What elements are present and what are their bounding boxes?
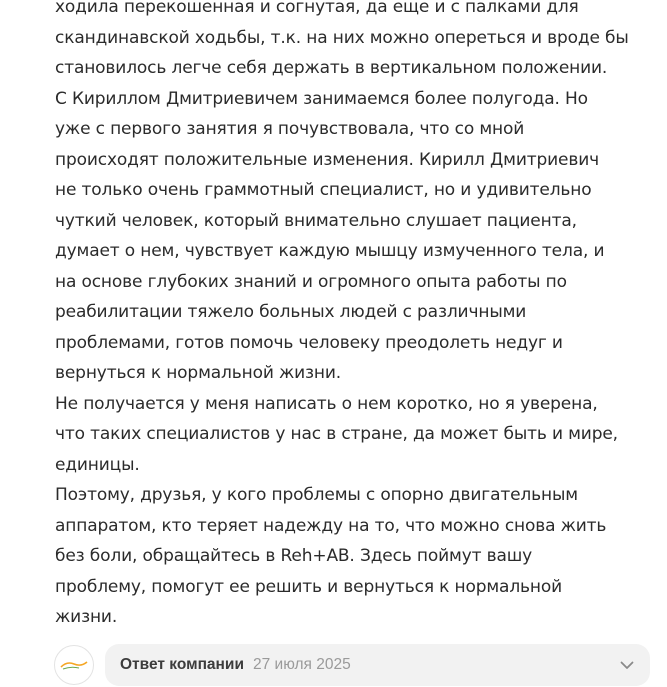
review-text-line: ходила перекошенная и согнутая, да еще и с палками для xyxy=(55,0,579,17)
review-text-line: уже с первого занятия я почувствовала, что со мной xyxy=(55,119,525,139)
company-reply-label: Ответ компании xyxy=(120,656,244,673)
company-reply-toggle[interactable] xyxy=(105,644,650,686)
company-reply-date: 27 июля 2025 xyxy=(252,656,351,673)
review-text-line: становилось легче себя держать в вертикальном положении. xyxy=(55,58,608,78)
review-text-line: на основе глубоких знаний и огромного опыта работы по xyxy=(55,271,567,292)
review-text-line: Не получается у меня написать о нем коротко, но я уверена, xyxy=(55,393,598,414)
company-logo-mark xyxy=(59,658,89,672)
review-text-line: Поэтому, друзья, у кого проблемы с опорно двигательным xyxy=(55,485,578,505)
review-text-line: проблему, помогут ее решить и вернуться к нормальной xyxy=(55,576,563,597)
review-text-line: реабилитации тяжело больных людей с различными xyxy=(55,302,527,322)
review-text-line: скандинавской ходьбы, т.к. на них можно опереться и вроде бы xyxy=(55,27,629,48)
company-reply xyxy=(54,643,650,687)
review-text-line: думает о нем, чувствует каждую мышцу измученного тела, и xyxy=(55,241,605,261)
review-text-line: чуткий человек, который внимательно слушает пациента, xyxy=(55,210,577,231)
chevron-down-icon[interactable] xyxy=(618,656,636,674)
review-text-line: жизни. xyxy=(55,607,118,627)
review-text-line: без боли, обращайтесь в Reh+AB. Здесь поймут вашу xyxy=(55,546,533,566)
review-text xyxy=(55,0,655,633)
review-text-line: вернуться к нормальной жизни. xyxy=(55,363,342,383)
review-text-line: единицы. xyxy=(55,454,140,475)
company-logo xyxy=(54,645,94,685)
review-text-line: происходят положительные изменения. Кирилл Дмитриевич xyxy=(55,149,599,170)
review-text-line: что таких специалистов у нас в стране, да может быть и мире, xyxy=(55,424,618,444)
review-text-line: проблемами, готов помочь человеку преодолеть недуг и xyxy=(55,332,563,353)
review-text-line: не только очень граммотный специалист, но и удивительно xyxy=(55,180,592,200)
review-text-line: С Кириллом Дмитриевичем занимаемся более полугода. Но xyxy=(55,88,588,109)
review-text-line: аппаратом, кто теряет надежду на то, что можно снова жить xyxy=(55,515,607,536)
